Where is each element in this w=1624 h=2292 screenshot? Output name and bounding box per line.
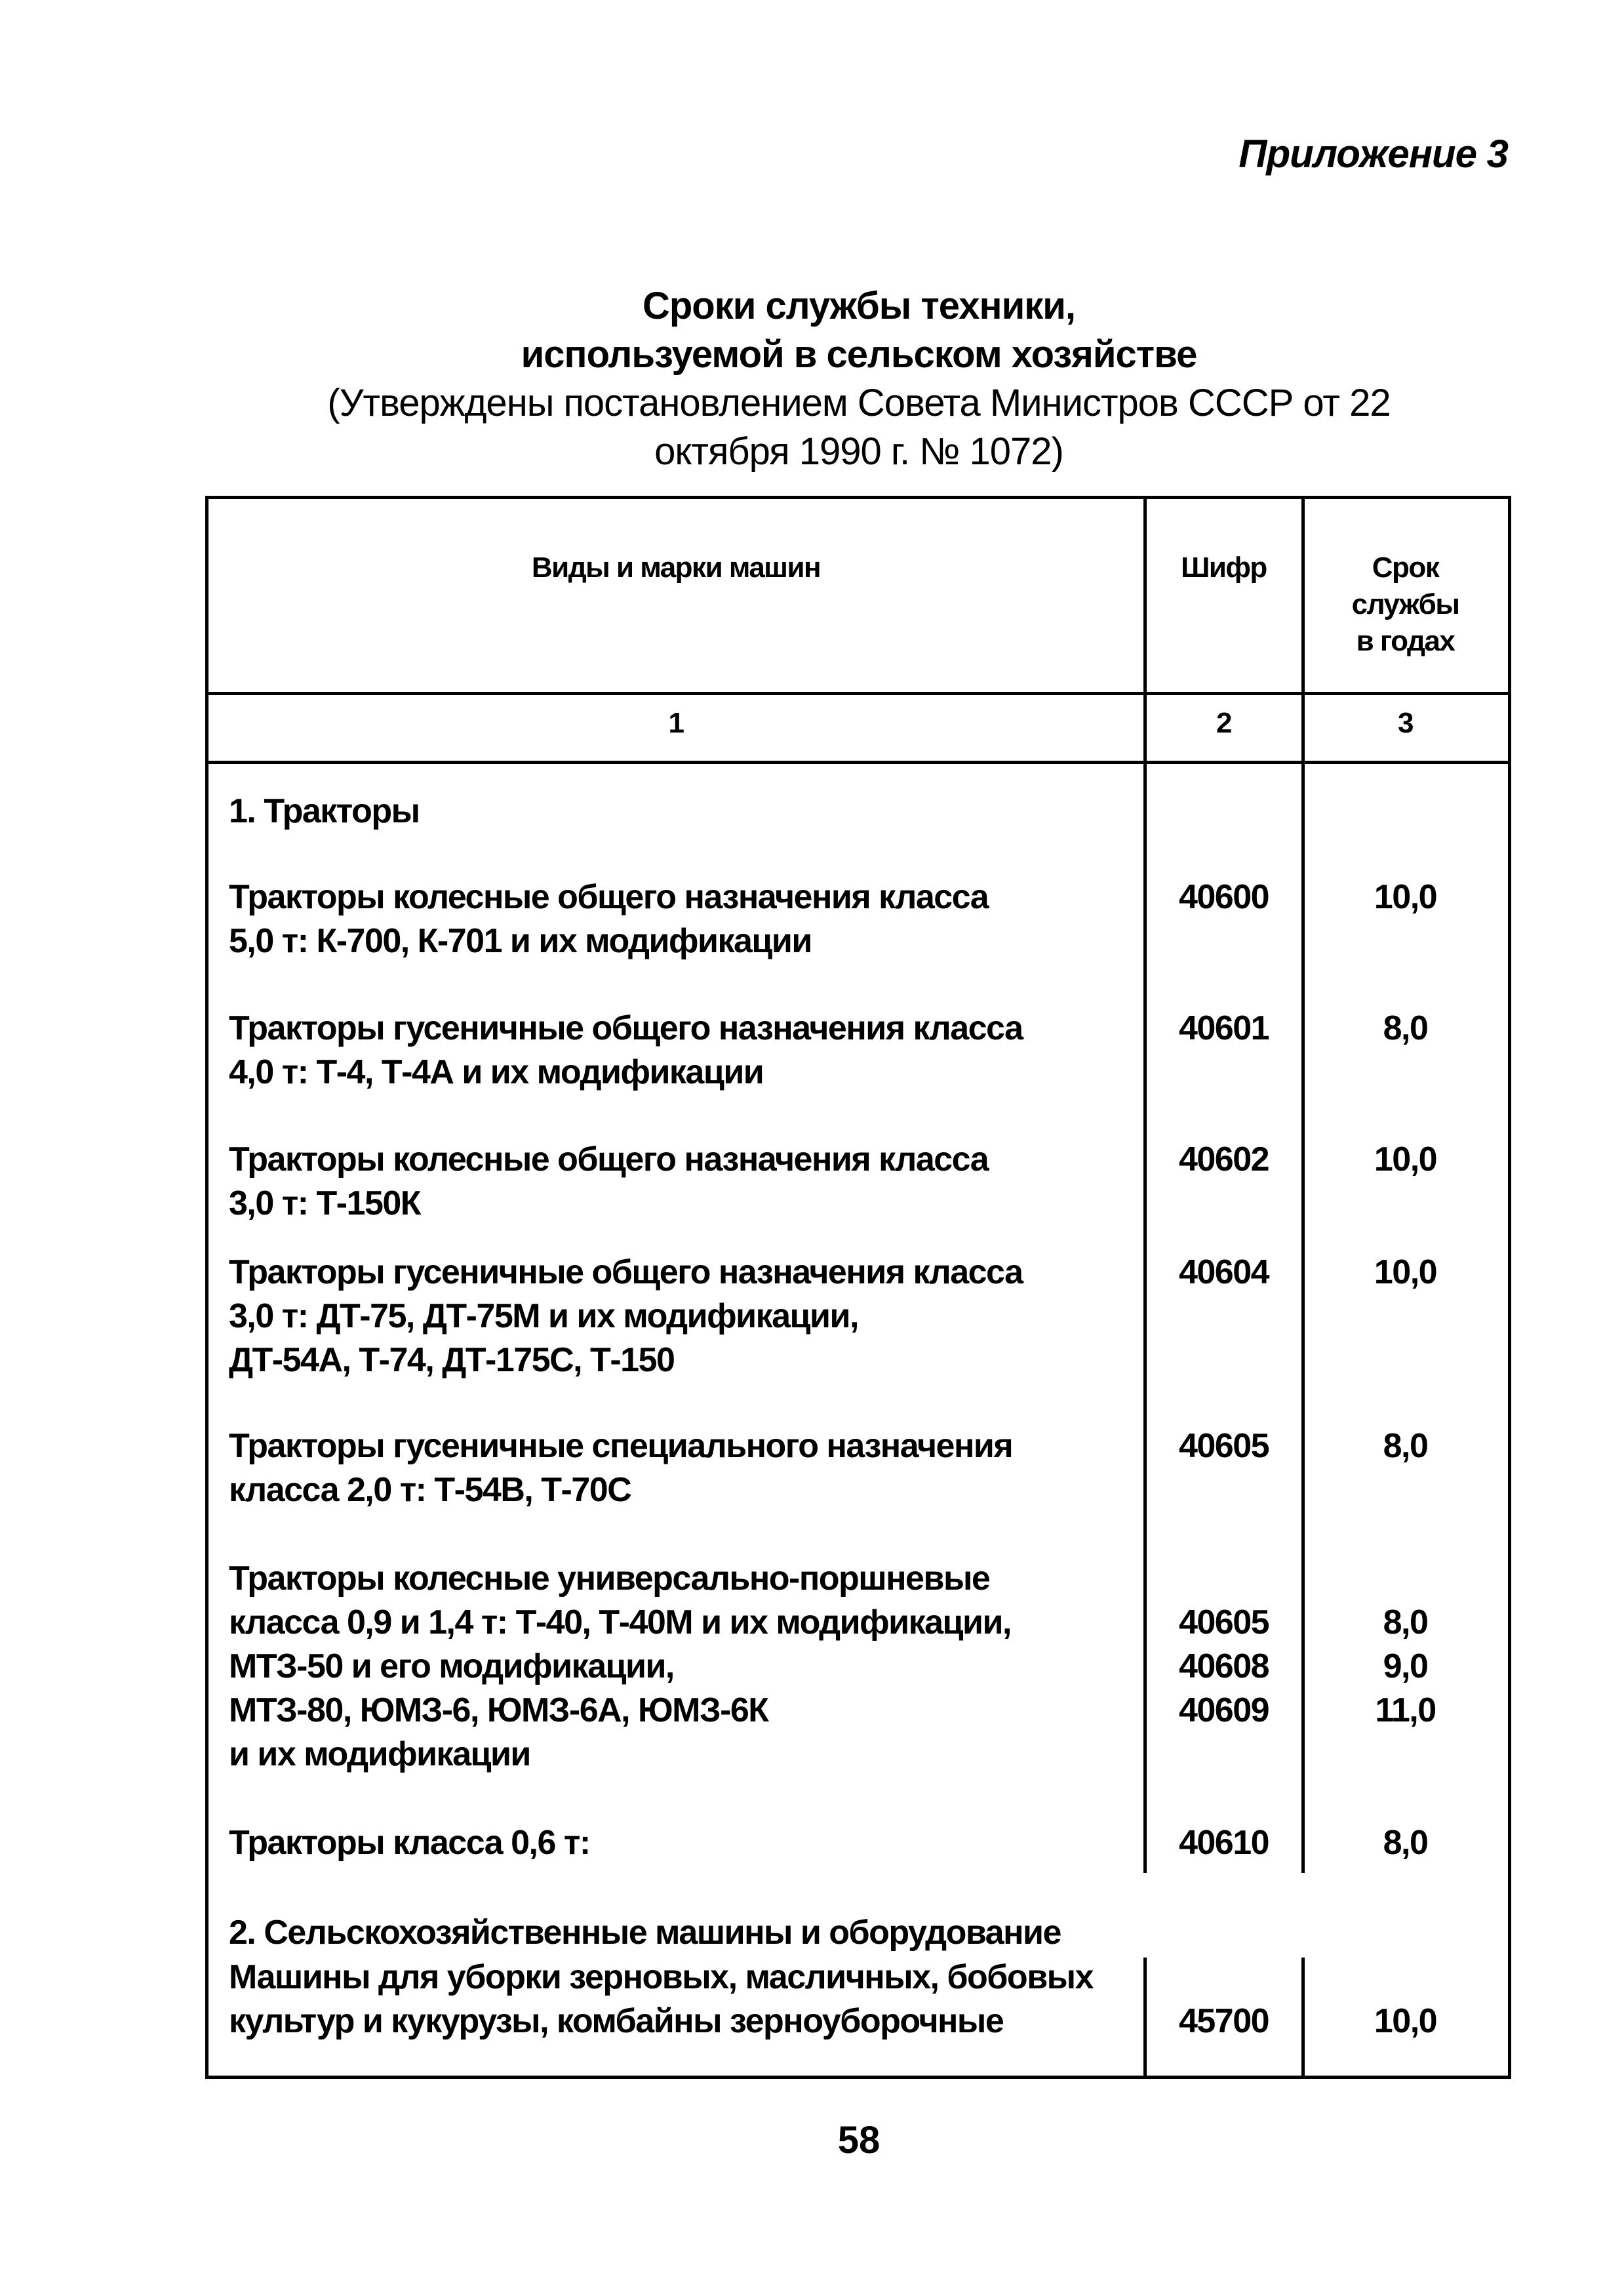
- code-cell-value: 40608: [1178, 1647, 1269, 1685]
- description-line: 5,0 т: К-700, К-701 и их модификации: [229, 922, 812, 960]
- description-line: 3,0 т: ДТ-75, ДТ-75М и их модификации,: [229, 1297, 858, 1335]
- description-line: Машины для уборки зерновых, масличных, бобовых: [229, 1958, 1093, 1996]
- service-life-cell-value: 9,0: [1383, 1647, 1428, 1685]
- service-life-cell-value: 8,0: [1383, 1603, 1428, 1641]
- description-line: Тракторы гусеничные специального назначения: [229, 1427, 1013, 1465]
- column-number-divider: [205, 761, 1511, 764]
- header-service-life-line: Срок: [1372, 552, 1439, 584]
- column-number-1: 1: [668, 707, 684, 739]
- code-cell: [1145, 1424, 1303, 1468]
- header-service-life-line: в годах: [1356, 625, 1455, 657]
- service-life-cell: [1303, 1601, 1508, 1733]
- machine-description: [229, 1007, 1023, 1095]
- table-border-bottom: [205, 2076, 1511, 2079]
- header-machine-types: Виды и марки машин: [531, 552, 821, 584]
- machine-description: [229, 875, 988, 963]
- code-cell-value: 40601: [1178, 1009, 1269, 1047]
- title-line-1: Сроки службы техники,: [642, 285, 1076, 327]
- machine-description: [229, 1424, 1012, 1512]
- header-service-life: [1303, 550, 1508, 660]
- code-cell-value: 40604: [1178, 1253, 1269, 1291]
- service-life-cell: [1303, 1821, 1508, 1865]
- description-line: Тракторы колесные универсально-поршневые: [229, 1559, 990, 1598]
- table-border-right: [1508, 496, 1511, 2079]
- machine-description: [229, 1557, 1011, 1777]
- title-line-4: октября 1990 г. № 1072): [654, 430, 1063, 473]
- section-heading-agri-machines: 2. Сельскохозяйственные машины и оборудование: [229, 1914, 1061, 1952]
- description-line: 3,0 т: Т-150К: [229, 1184, 421, 1222]
- header-code: Шифр: [1181, 552, 1267, 584]
- machine-description: [229, 1251, 1023, 1382]
- code-cell: [1145, 1007, 1303, 1051]
- code-cell-value: 40605: [1178, 1427, 1269, 1465]
- service-life-cell-value: 10,0: [1374, 1253, 1437, 1291]
- service-life-cell-value: 8,0: [1383, 1009, 1428, 1047]
- code-cell: [1145, 875, 1303, 919]
- service-life-cell: [1303, 1007, 1508, 1051]
- column-number-3: 3: [1398, 707, 1413, 739]
- description-line: Тракторы колесные общего назначения класса: [229, 1140, 989, 1178]
- service-life-cell-value: 8,0: [1383, 1824, 1428, 1862]
- service-life-cell: [1303, 2000, 1508, 2043]
- code-cell-value: 40609: [1178, 1691, 1269, 1729]
- column-number-2: 2: [1216, 707, 1231, 739]
- description-line: Тракторы гусеничные общего назначения класса: [229, 1009, 1023, 1047]
- service-life-cell: [1303, 1251, 1508, 1295]
- header-divider: [205, 692, 1511, 695]
- description-line: культур и кукурузы, комбайны зерноуборочные: [229, 2002, 1004, 2040]
- machine-description: [229, 1956, 1093, 2043]
- description-line: МТЗ-80, ЮМЗ-6, ЮМЗ-6А, ЮМЗ-6К: [229, 1691, 768, 1729]
- description-line: 4,0 т: Т-4, Т-4А и их модификации: [229, 1053, 764, 1091]
- description-line: класса 2,0 т: Т-54В, Т-70С: [229, 1471, 631, 1509]
- header-service-life-line: службы: [1351, 588, 1459, 620]
- description-line: Тракторы колесные общего назначения класса: [229, 878, 989, 916]
- code-cell: [1145, 1821, 1303, 1865]
- service-life-cell-value: 10,0: [1374, 2002, 1437, 2040]
- description-line: МТЗ-50 и его модификации,: [229, 1647, 674, 1685]
- description-line: и их модификации: [229, 1735, 530, 1773]
- code-cell-value: 40600: [1178, 878, 1269, 916]
- code-cell: [1145, 1251, 1303, 1295]
- description-line: Тракторы гусеничные общего назначения класса: [229, 1253, 1023, 1291]
- code-cell-value: 40602: [1178, 1140, 1269, 1178]
- code-cell: [1145, 2000, 1303, 2043]
- code-cell-value: 40610: [1178, 1824, 1269, 1862]
- code-cell: [1145, 1138, 1303, 1182]
- code-cell-value: 40605: [1178, 1603, 1269, 1641]
- service-life-cell-value: 10,0: [1374, 878, 1437, 916]
- service-life-cell: [1303, 1138, 1508, 1182]
- title-line-2: используемой в сельском хозяйстве: [521, 333, 1197, 376]
- page-number: 58: [837, 2119, 881, 2161]
- machine-description: [229, 1821, 590, 1865]
- title-line-3: (Утверждены постановлением Совета Министров СССР от 22: [327, 382, 1391, 424]
- table-border-top: [205, 496, 1511, 499]
- description-line: класса 0,9 и 1,4 т: Т-40, Т-40М и их модификации,: [229, 1603, 1011, 1641]
- machine-description: [229, 1138, 988, 1226]
- service-life-cell-value: 10,0: [1374, 1140, 1437, 1178]
- service-life-cell-value: 8,0: [1383, 1427, 1428, 1465]
- service-life-cell: [1303, 1424, 1508, 1468]
- code-cell: [1145, 1601, 1303, 1733]
- service-life-cell: [1303, 875, 1508, 919]
- description-line: ДТ-54А, Т-74, ДТ-175С, Т-150: [229, 1341, 675, 1379]
- service-life-cell-value: 11,0: [1375, 1691, 1436, 1729]
- appendix-label: Приложение 3: [1238, 132, 1508, 176]
- section-heading-tractors: 1. Тракторы: [229, 792, 420, 830]
- code-cell-value: 45700: [1178, 2002, 1269, 2040]
- description-line: Тракторы класса 0,6 т:: [229, 1824, 590, 1862]
